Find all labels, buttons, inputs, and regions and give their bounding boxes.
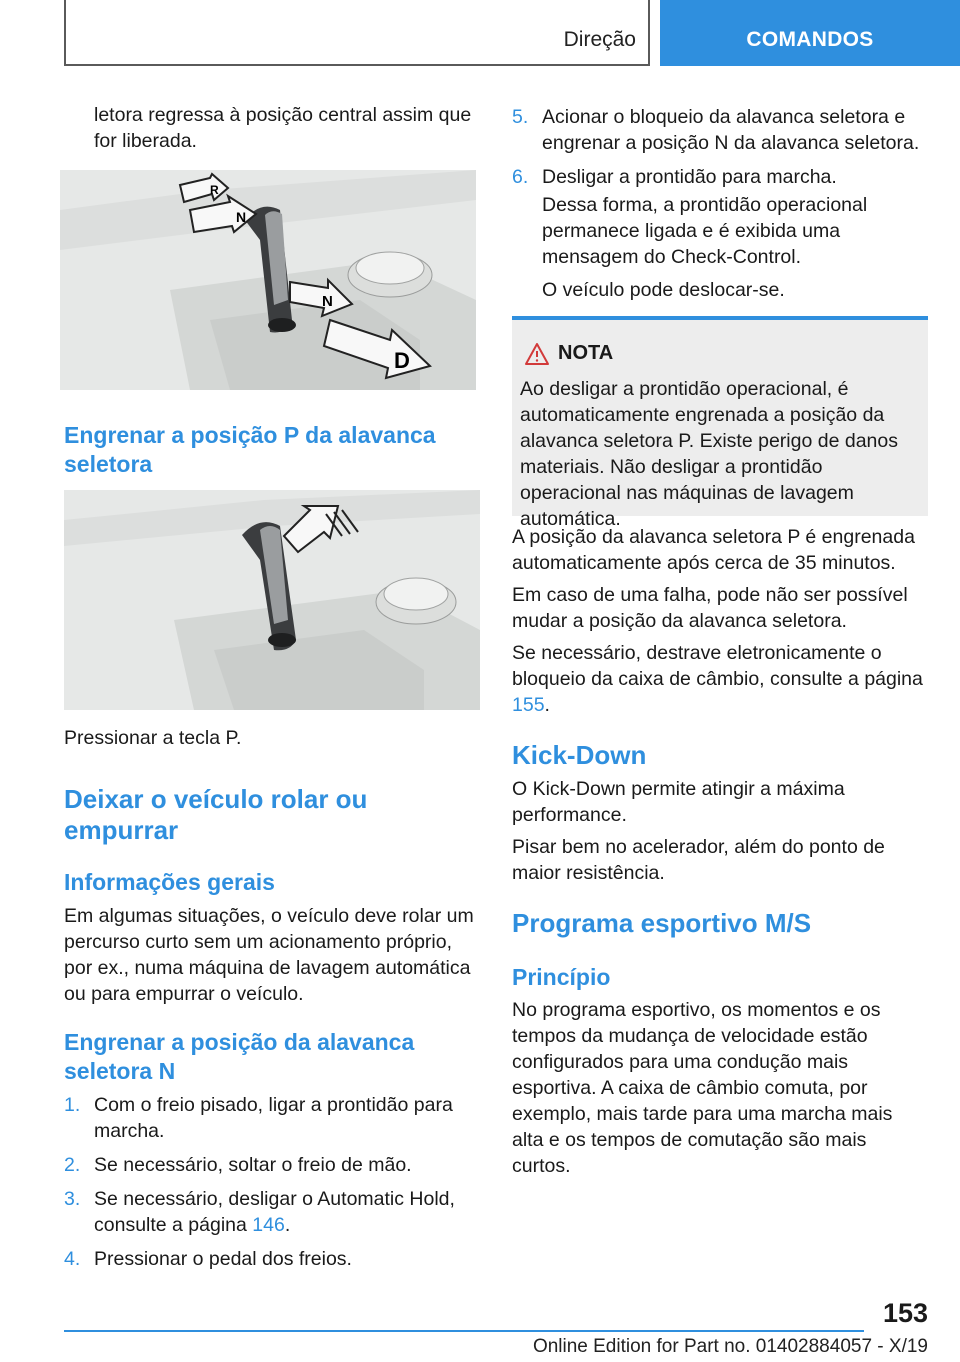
heading-engage-n: Engrenar a posição da alavanca seletora N xyxy=(64,1029,415,1084)
step-number: 4. xyxy=(64,1248,81,1270)
step-text: Se necessário, desligar o Automatic Hold, consulte a página xyxy=(94,1188,455,1236)
step6-sub-text-1: Dessa forma, a prontidão operacional permanece ligada e é exibida uma mensagem do Check-Control. xyxy=(542,194,868,268)
step-item xyxy=(64,1246,480,1272)
header-chapter-tab xyxy=(660,0,960,66)
footer-divider xyxy=(64,1330,864,1332)
fig1-label-n-bottom: N xyxy=(322,293,333,310)
para-auto-p: A posição da alavanca seletora P é engrenada automaticamente após cerca de 35 minutos. xyxy=(512,526,915,574)
heading-sport-program: Programa esportivo M/S xyxy=(512,908,812,938)
gear-selector-figure-n-d xyxy=(60,170,476,390)
heading-general-info: Informações gerais xyxy=(64,869,275,895)
heading-roll-push: Deixar o veículo rolar ou empurrar xyxy=(64,784,368,845)
step-item xyxy=(64,1152,480,1178)
heading-engage-p: Engrenar a posição P da alavanca seletora xyxy=(64,422,436,477)
page-link-146[interactable]: 146 xyxy=(252,1214,285,1236)
step-text: Pressionar o pedal dos freios. xyxy=(94,1248,352,1270)
step-number: 1. xyxy=(64,1094,81,1116)
para-failure: Em caso de uma falha, pode não ser possível mudar a posição da alavanca seletora. xyxy=(512,584,908,632)
steps-list-left xyxy=(64,1092,480,1272)
step6-sub-text-2: O veículo pode deslocar-se. xyxy=(542,279,785,301)
step-number: 2. xyxy=(64,1154,81,1176)
step-item xyxy=(512,104,928,156)
heading-kick-down: Kick-Down xyxy=(512,740,647,770)
note-box xyxy=(512,316,928,530)
fig1-label-d: D xyxy=(394,348,410,373)
page-number: 153 xyxy=(882,1298,928,1328)
note-title: NOTA xyxy=(558,342,614,364)
kick-down-text-2: Pisar bem no acelerador, além do ponto de maior resistência. xyxy=(512,836,885,884)
intro-text: letora regressa à posição central assim que for liberada. xyxy=(94,104,472,152)
p-button-illustration xyxy=(64,490,480,710)
step-number: 6. xyxy=(512,166,529,188)
para-unlock-text: Se necessário, destrave eletronicamente o bloqueio da caixa de câmbio, consulte a página xyxy=(512,642,923,690)
note-text: Ao desligar a prontidão operacional, é automaticamente engrenada a posição da alavanca seletora P. Existe perigo de danos materiais. Não desligar a prontidão operacional nas máquinas de lavagem automática. xyxy=(520,378,898,530)
page-link-155[interactable]: 155 xyxy=(512,694,545,716)
step-number: 5. xyxy=(512,106,529,128)
para-unlock xyxy=(512,640,928,718)
fig1-label-n-top: N xyxy=(236,209,247,225)
step-number: 3. xyxy=(64,1188,81,1210)
header-section-tab xyxy=(64,0,650,66)
step-item xyxy=(64,1092,480,1144)
step-text: Com o freio pisado, ligar a prontidão para marcha. xyxy=(94,1094,453,1142)
caption-press-p: Pressionar a tecla P. xyxy=(64,727,242,749)
fig1-label-r: R xyxy=(210,183,219,197)
footer-edition: Online Edition for Part no. 01402884057 - X/19 xyxy=(532,1336,928,1357)
step-text: Desligar a prontidão para marcha. xyxy=(542,166,837,188)
gear-selector-illustration xyxy=(60,170,476,390)
step-text: Acionar o bloqueio da alavanca seletora e engrenar a posição N da alavanca seletora. xyxy=(542,106,920,154)
chapter-title: COMANDOS xyxy=(746,28,874,51)
para-unlock-end: . xyxy=(544,694,550,716)
kick-down-text-1: O Kick-Down permite atingir a máxima performance. xyxy=(512,778,845,826)
step-text-end: . xyxy=(284,1214,291,1236)
steps-list-right xyxy=(512,104,928,190)
p-button-figure xyxy=(64,490,480,710)
general-info-text: Em algumas situações, o veículo deve rolar um percurso curto sem um acionamento próprio, por ex., numa máquina de lavagem automática ou para empurrar o veículo. xyxy=(64,905,474,1005)
step-text: Se necessário, soltar o freio de mão. xyxy=(94,1154,412,1176)
warning-triangle-icon xyxy=(524,342,550,366)
heading-principle: Princípio xyxy=(512,964,611,990)
section-title: Direção xyxy=(563,28,636,51)
principle-text: No programa esportivo, os momentos e os tempos da mudança de velocidade estão configurados para uma condução mais esportiva. A caixa de câmbio comuta, por exemplo, mais tarde para uma marcha mais alta e os tempos de comutação são mais curtos. xyxy=(512,999,893,1177)
step-item xyxy=(64,1186,480,1238)
step-item xyxy=(512,164,928,190)
